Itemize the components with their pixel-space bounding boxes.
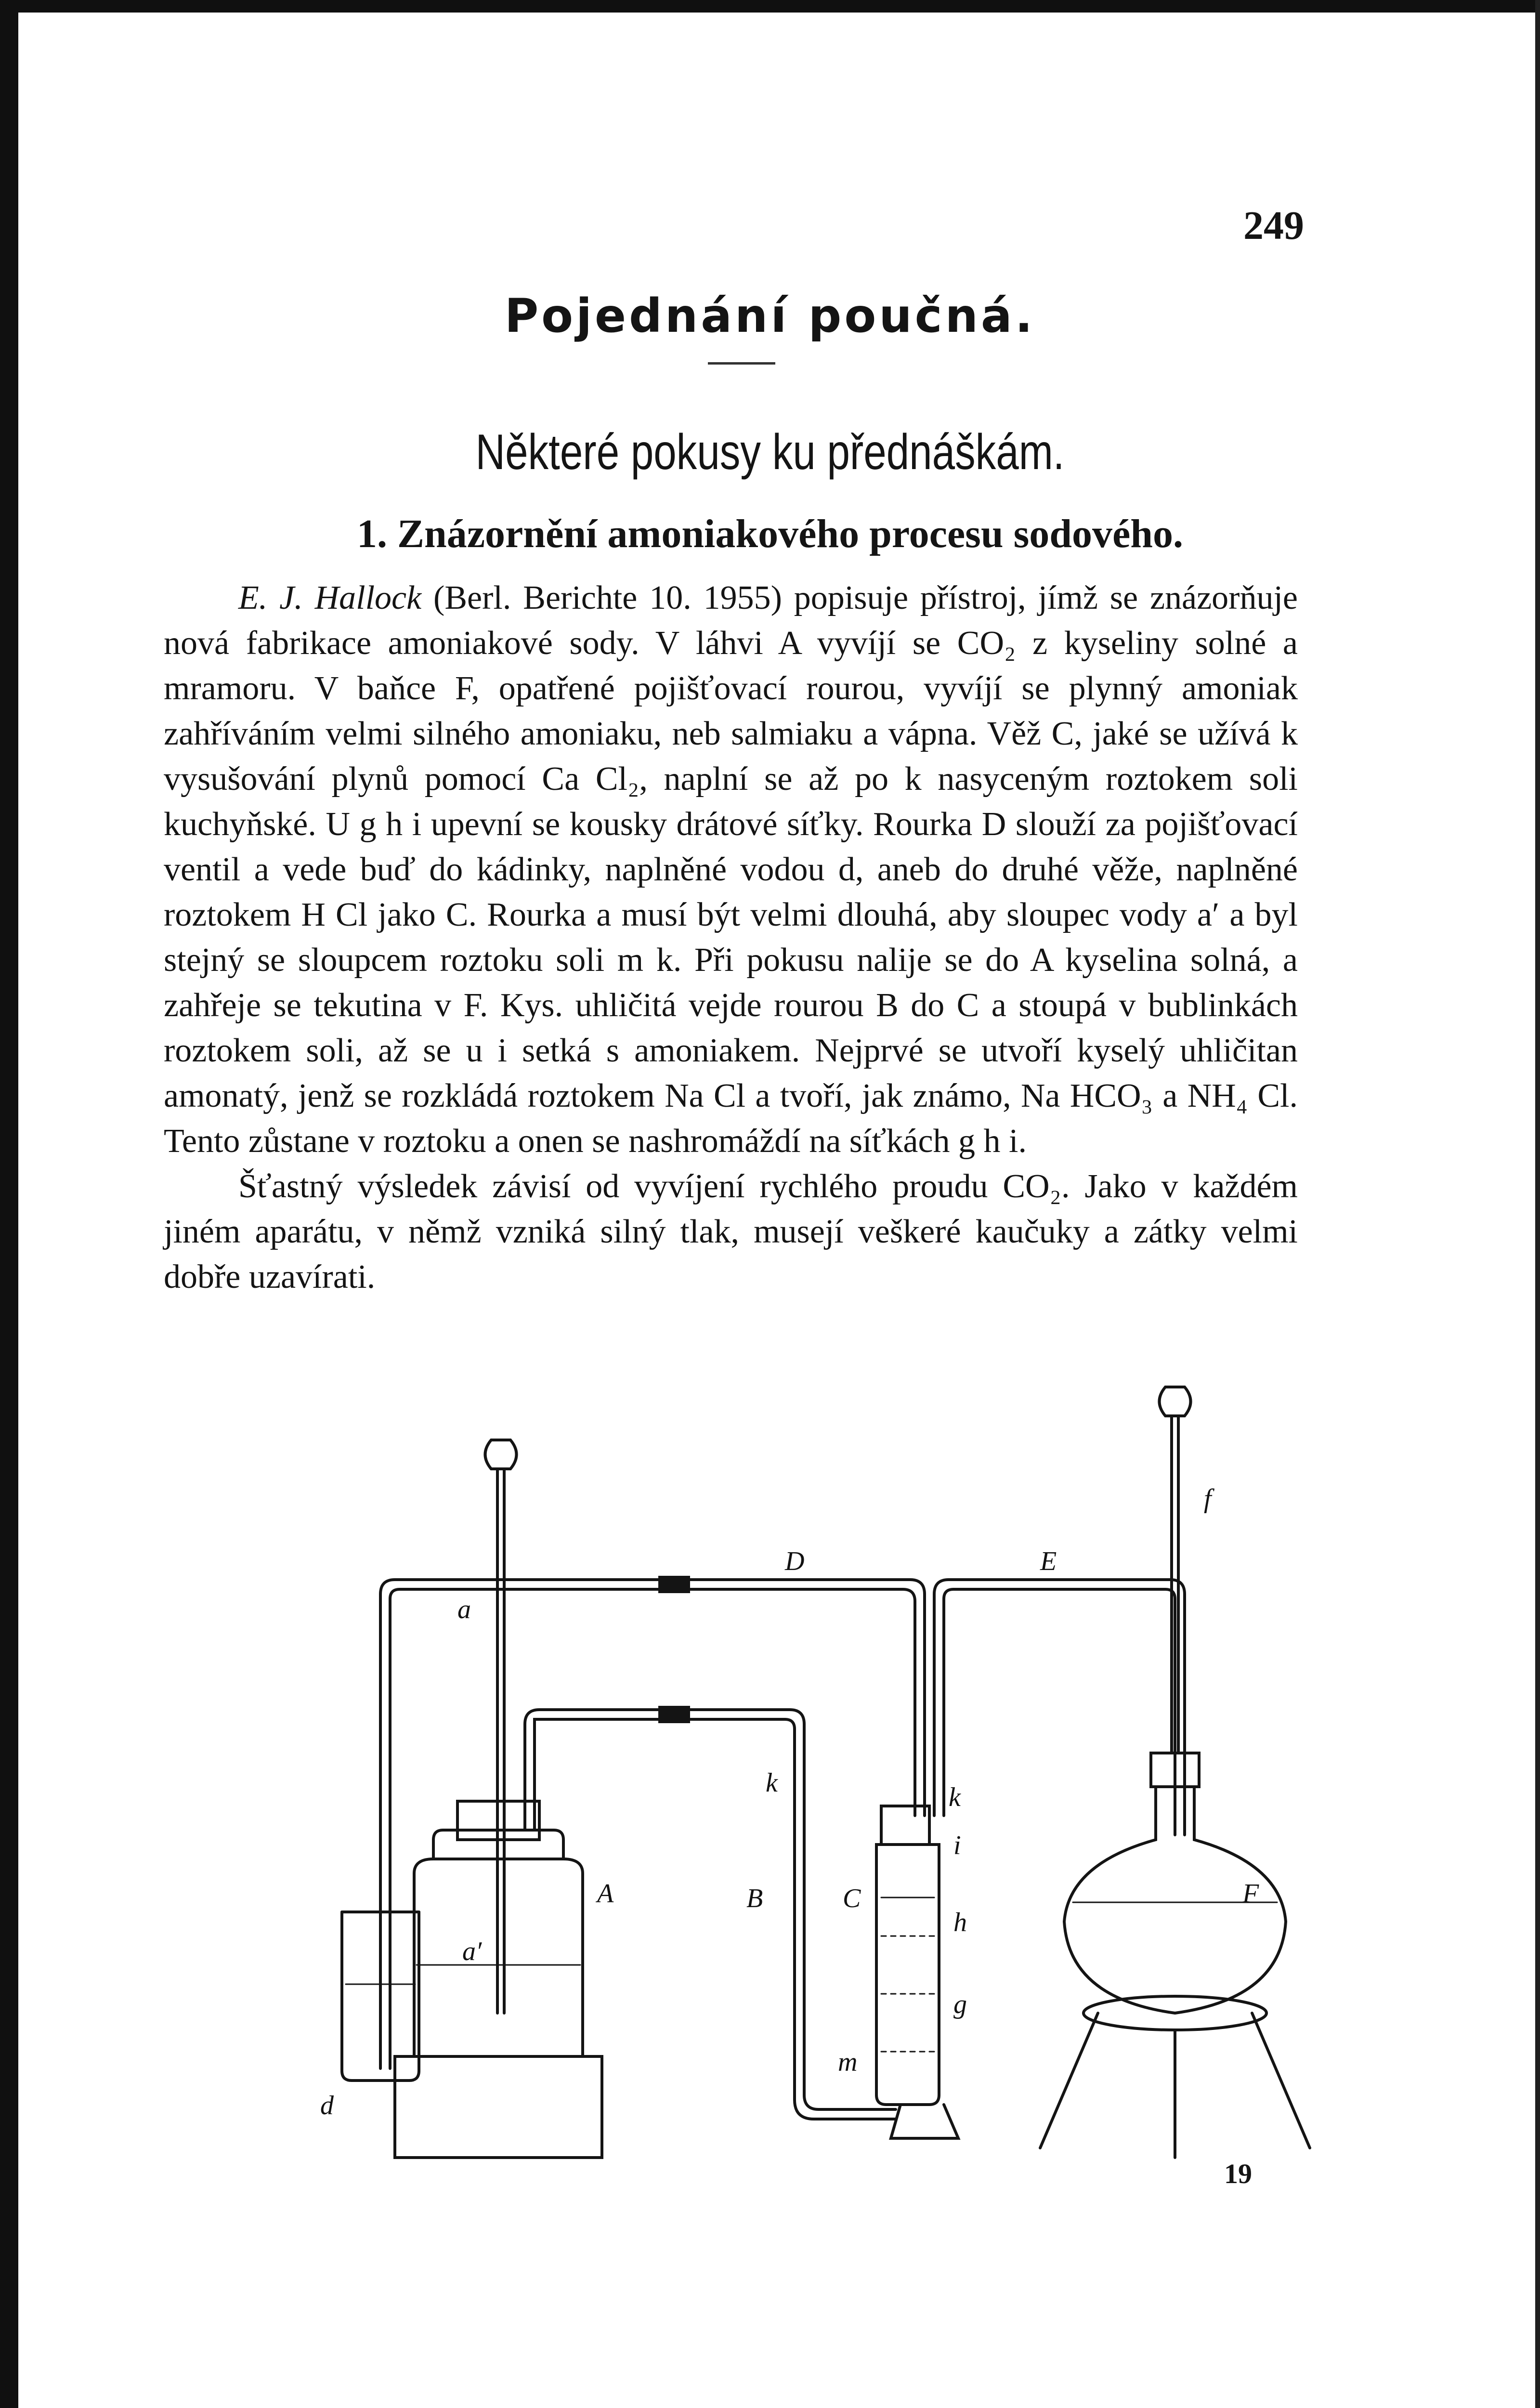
label-a-prime: a′ [462, 1937, 482, 1966]
label-k-right: k [949, 1782, 961, 1812]
page-number: 249 [1243, 203, 1304, 248]
label-m: m [838, 2047, 858, 2077]
header-divider [708, 362, 775, 365]
apparatus-figure [289, 1387, 1259, 2158]
scan-border-left [0, 0, 18, 2408]
article-body [164, 576, 1298, 1300]
tower-c [876, 1806, 958, 2138]
subsection-title [0, 510, 1540, 557]
article-title: Některé pokusy ku přednáškám. [475, 424, 1065, 480]
tripod [1040, 2013, 1310, 2158]
subsection-number: 1. [357, 511, 387, 556]
label-tube-f: f [1204, 1484, 1212, 1514]
paragraph-1 [164, 576, 1298, 1164]
signature-mark: 19 [1224, 2158, 1252, 2189]
apparatus-drawing [289, 1387, 1259, 2158]
scan-border-top [0, 0, 1540, 13]
safety-tube-a [485, 1440, 517, 2013]
label-g: g [953, 1989, 967, 2019]
label-tube-d: D [785, 1546, 805, 1576]
label-h: h [953, 1908, 967, 1937]
author-name: E. J. Hallock [238, 579, 422, 616]
paragraph-2 [164, 1164, 1298, 1300]
label-a: a [457, 1595, 471, 1624]
subsection-title-text: Znázornění amoniakového procesu sodového. [397, 511, 1183, 556]
stand-block [395, 2056, 602, 2158]
label-d: d [320, 2091, 334, 2120]
label-bottle-a: A [597, 1879, 614, 1909]
section-header: Pojednání poučná. [504, 289, 1036, 343]
label-tower-c: C [843, 1884, 861, 1913]
tube-d [380, 1580, 660, 2068]
label-tube-b: B [746, 1884, 763, 1913]
label-tube-e: E [1040, 1546, 1057, 1576]
paragraph-2-text: Šťastný výsledek závisí od vyvíjení rychlého proudu CO₂. Jako v každém jiném aparátu, v němž vzniká silný tlak, musejí veškeré kaučuky a zátky velmi dobře uzavírati. [164, 1168, 1298, 1296]
paragraph-1-text: (Berl. Berichte 10. 1955) popisuje přístroj, jímž se znázorňuje nová fabrikace amoniakové sody. V láhvi A vyvíjí se CO₂ z kyseliny solné a mramoru. V baňce F, opatřené pojišťovací rourou, vyvíjí se plynný amoniak zahříváním velmi silného amoniaku, neb salmiaku a vápna. Věž C, jaké se užívá k vysušování plynů pomocí Ca Cl₂, naplní se až po k nasyceným roztokem soli kuchyňské. U g h i upevní se kousky drátové síťky. Rourka D slouží za pojišťovací ventil a vede buď do kádinky, naplněné vodou d, aneb do druhé věže, naplněné roztokem H Cl jako C. Rourka a musí být velmi dlouhá, aby sloupec vody a′ a byl stejný se sloupcem roztoku soli m k. Při pokusu nalije se do A kyselina solná, a zahřeje se tekutina v F. Kys. uhličitá vejde rourou B do C a stoupá v bublinkách roztokem soli, až se u i setká s amoniakem. Nejprvé se utvoří kyselý uhličitan amonatý, jenž se rozkládá roztokem Na Cl a tvoří, jak známo, Na HCO₃ a NH₄ Cl. Tento zůstane v roztoku a onen se nashromáždí na síťkách g h i. [164, 579, 1298, 1160]
label-i: i [953, 1831, 961, 1860]
tube-e [934, 1580, 1185, 1835]
label-flask-f: F [1242, 1879, 1259, 1909]
connector-d [660, 1577, 689, 1592]
scan-border-right [1535, 0, 1540, 2408]
label-k-left: k [766, 1768, 778, 1798]
